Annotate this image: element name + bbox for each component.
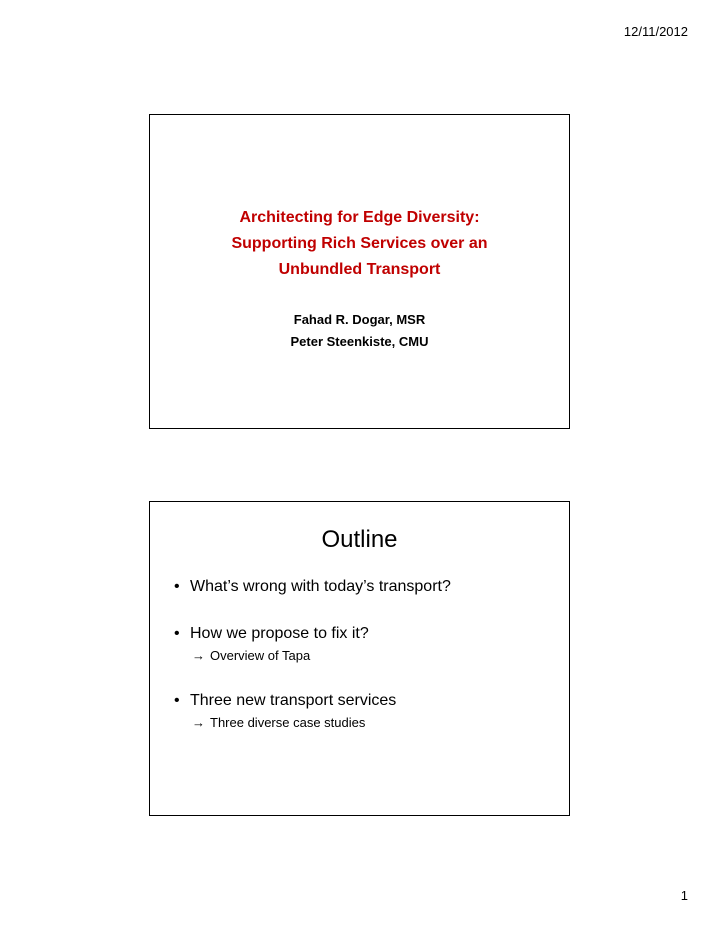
arrow-right-icon: → xyxy=(192,715,205,730)
page-number: 1 xyxy=(680,888,688,903)
bullet-item xyxy=(174,576,553,598)
title-line: Supporting Rich Services over an xyxy=(231,235,488,252)
author: Fahad R. Dogar, MSR xyxy=(293,312,426,327)
title-line: Unbundled Transport xyxy=(278,261,441,278)
outline-title: Outline xyxy=(321,526,398,553)
bullet-list xyxy=(174,576,553,732)
bullet-icon: • xyxy=(174,625,180,642)
title-line: Architecting for Edge Diversity: xyxy=(239,209,480,226)
title-slide xyxy=(149,114,570,429)
sub-bullet xyxy=(192,714,553,732)
bullet-text: What’s wrong with today’s transport? xyxy=(190,578,451,595)
authors xyxy=(150,309,569,353)
sub-bullet xyxy=(192,647,553,665)
outline-slide xyxy=(149,501,570,816)
bullet-icon: • xyxy=(174,578,180,595)
bullet-item xyxy=(174,690,553,732)
slide-title xyxy=(150,205,569,283)
bullet-icon: • xyxy=(174,692,180,709)
bullet-text: Three new transport services xyxy=(190,692,397,709)
sub-bullet-text: Three diverse case studies xyxy=(210,715,366,730)
arrow-right-icon: → xyxy=(192,648,205,663)
author: Peter Steenkiste, CMU xyxy=(290,334,429,349)
sub-bullet-text: Overview of Tapa xyxy=(210,648,311,663)
bullet-item xyxy=(174,623,553,665)
bullet-text: How we propose to fix it? xyxy=(190,625,369,642)
page-date: 12/11/2012 xyxy=(623,24,688,39)
